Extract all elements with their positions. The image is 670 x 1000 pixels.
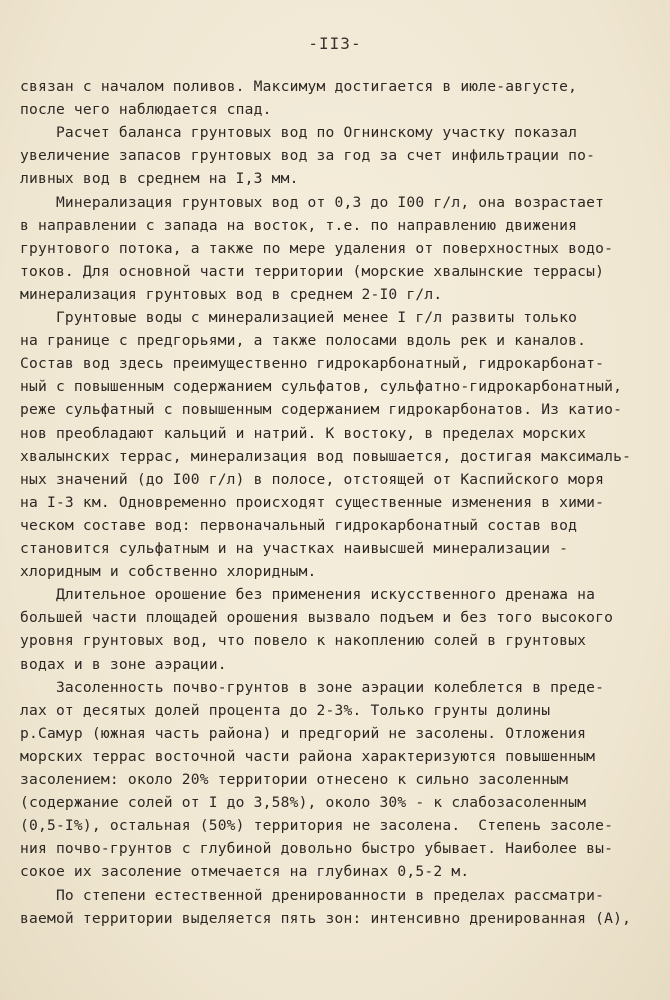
text-line: Длительное орошение без применения искусственного дренажа на — [20, 586, 596, 604]
text-line: уровня грунтовых вод, что повело к накоплению солей в грунтовых — [20, 632, 587, 650]
text-line: засолением: около 20% территории отнесено к сильно засоленным — [20, 771, 569, 788]
text-line: в направлении с запада на восток, т.е. по направлению движения — [20, 216, 578, 234]
text-line: реже сульфатный с повышенным содержанием гидрокарбонатов. Из катио- — [20, 401, 623, 419]
text-line: минерализация грунтовых вод в среднем 2-I0 г/л. — [20, 285, 443, 303]
text-line: ваемой территории выделяется пять зон: интенсивно дренированная (А), — [20, 909, 632, 927]
text-line: ных значений (до I00 г/л) в полосе, отстоящей от Каспийского моря — [20, 470, 605, 488]
text-line: увеличение запасов грунтовых вод за год за счет инфильтрации по- — [20, 147, 596, 165]
text-line: По степени естественной дренированности в пределах рассматри- — [20, 886, 605, 904]
text-line: становится сульфатным и на участках наивысшей минерализации - — [20, 540, 569, 557]
text-line: водах и в зоне аэрации. — [20, 655, 227, 673]
text-line: р.Самур (южная часть района) и предгорий не засолены. Отложения — [20, 724, 587, 742]
text-line: ния почво-грунтов с глубиной довольно быстро убывает. Наиболее вы- — [20, 840, 614, 858]
text-line: большей части площадей орошения вызвало подъем и без того высокого — [20, 609, 614, 627]
text-line: ный с повышенным содержанием сульфатов, сульфатно-гидрокарбонатный, — [20, 378, 623, 396]
text-line: после чего наблюдается спад. — [20, 101, 272, 119]
text-line: ливных вод в среднем на I,3 мм. — [20, 170, 299, 188]
text-line: Расчет баланса грунтовых вод по Огнинскому участку показал — [20, 124, 578, 142]
text-line: Грунтовые воды с минерализацией менее I г/л развиты только — [20, 309, 578, 326]
text-line: на I-3 км. Одновременно происходят существенные изменения в хими- — [20, 493, 605, 511]
text-line: Минерализация грунтовых вод от 0,3 до I00 г/л, она возрастает — [20, 193, 605, 211]
text-line: ческом составе вод: первоначальный гидрокарбонатный состав вод — [20, 516, 578, 534]
text-line: хвалынских террас, минерализация вод повышается, достигая максималь- — [20, 447, 632, 465]
text-line: на границе с предгорьями, а также полосами вдоль рек и каналов. — [20, 332, 587, 350]
text-line: связан с началом поливов. Максимум достигается в июле-августе, — [20, 78, 578, 95]
text-line: (0,5-I%), остальная (50%) территория не засолена. Степень засоле- — [20, 817, 614, 835]
text-line: сокое их засоление отмечается на глубинах 0,5-2 м. — [20, 863, 470, 881]
text-line: Засоленность почво-грунтов в зоне аэрации колеблется в преде- — [20, 678, 605, 696]
page-number: -II3- — [308, 34, 362, 53]
text-line: морских террас восточной части района характеризуются повышенным — [20, 747, 596, 765]
text-line: нов преобладают кальций и натрий. К востоку, в пределах морских — [20, 424, 587, 442]
text-line: Состав вод здесь преимущественно гидрокарбонатный, гидрокарбонат- — [20, 355, 605, 373]
text-line: грунтового потока, а также по мере удаления от поверхностных водо- — [20, 239, 614, 257]
text-line: токов. Для основной части территории (морские хвалынские террасы) — [20, 262, 605, 280]
text-line: хлоридным и собственно хлоридным. — [20, 563, 317, 581]
text-line: (содержание солей от I до 3,58%), около 30% - к слабозасоленным — [20, 794, 587, 812]
text-line: лах от десятых долей процента до 2-3%. Только грунты долины — [20, 701, 551, 719]
